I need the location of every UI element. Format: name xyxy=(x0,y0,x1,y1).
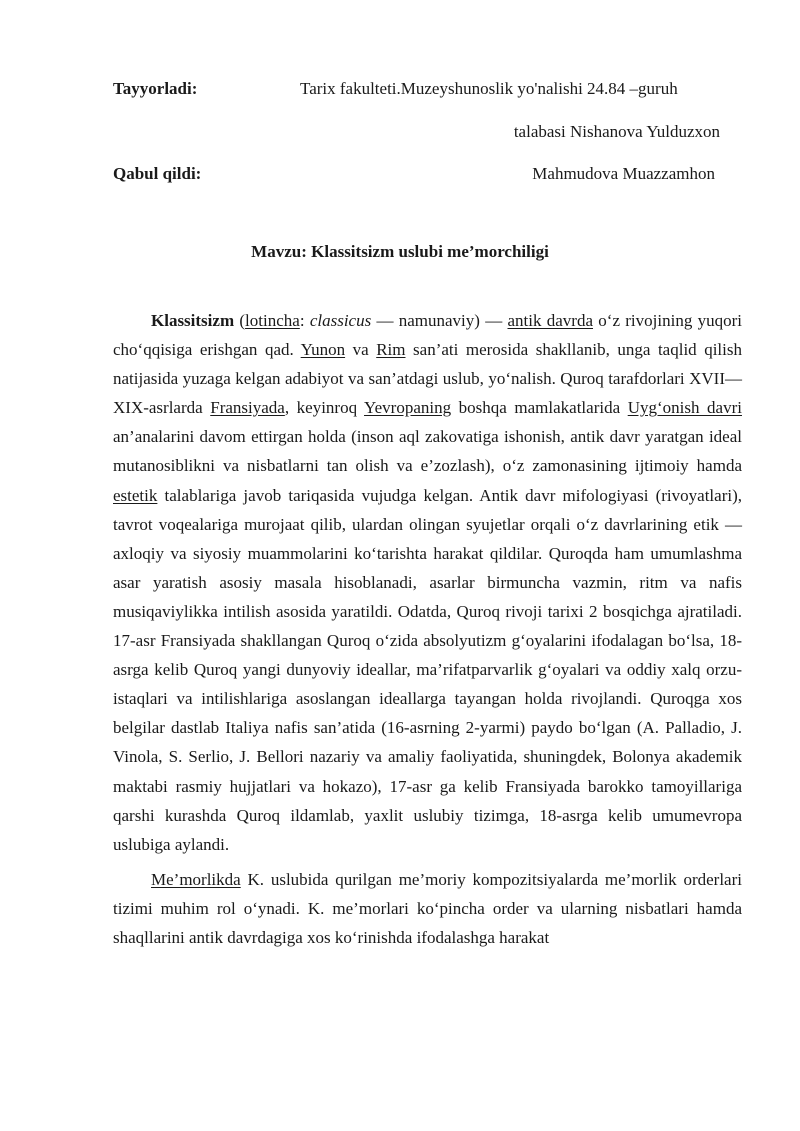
document-body xyxy=(113,306,742,952)
link-antik-davrda[interactable]: antik davrda xyxy=(507,311,594,330)
text-fragment: — namunaviy) — xyxy=(371,311,508,330)
text-fragment: , keyinroq xyxy=(284,398,365,418)
link-memorlikda[interactable]: Me’morlikda xyxy=(151,869,241,889)
prepared-by-line-2: talabasi Nishanova Yulduzxon xyxy=(513,122,720,141)
paragraph-classicism xyxy=(113,306,742,859)
accepted-by-label: Qabul qildi: xyxy=(113,164,202,183)
link-rim[interactable]: Rim xyxy=(376,340,406,360)
link-uygonish-davri[interactable]: Uyg‘onish davri xyxy=(627,398,742,418)
text-fragment: va xyxy=(345,340,377,360)
text-fragment: o‘z rivojining yuqori cho‘qqisiga erishgan qad. xyxy=(113,311,742,360)
prepared-by-label: Tayyorladi: xyxy=(113,79,198,98)
link-estetik[interactable]: estetik xyxy=(113,485,158,505)
text-fragment: ( xyxy=(234,311,246,330)
prepared-by-line-1: Tarix fakulteti.Muzeyshunoslik yo'nalishi 24.84 –guruh xyxy=(300,79,678,98)
text-fragment: K. uslubida qurilgan me’moriy kompozitsiyalarda me’morlik orderlari tizimi muhim rol o‘ynadi. K. me’morlari ko‘pincha order va ularning nisbatlari hamda shaqllarini antik davrdagiga xos ko‘rinishda ifodalashga harakat xyxy=(113,869,742,947)
text-fragment: talablariga javob tariqasida vujudga kelgan. Antik davr mifologiyasi (rivoyatlari), tavrot voqealariga murojaat qilib, ulardan olingan syujetlar orqali o‘z davrlarining etik — axloqiy va siyosiy muammolarini ko‘tarishta harakat qildilar. Quroqda ham umumlashma asar yaratish asosiy masala hisoblanadi, asarlar birmuncha vazmin, ritm va nafis musiqaviylikka intilish asosida yaratildi. Odatda, Quroq rivoji tarixi 2 bosqichga ajratiladi. 17-asr Fransiyada shakllangan Quroq o‘zida absolyutizm g‘oyalarini ifodalagan bo‘lsa, 18-asrga kelib Quroq yangi dunyoviy ideallar, ma’rifatparvarlik g‘oyalari va oddiy xalq orzu-istaqlari va intilishlariga asoslangan ideallarga tayangan holda rivojlandi. Quroqga xos belgilar dastlab Italiya nafis san’atida (16-asrning 2-yarmi) paydo bo‘lgan (A. Palladio, J. Vinola, S. Serlio, J. Bellori nazariy va amaliy faoliyatida, shuningdek, Bolonya akademik maktabi rasmiy hujjatlari va hokazo), 17-asr ga kelib Fransiyada barokko tamoyillariga qarshi kurashda Quroq ildamlab, yaxlit uslubiy tizimga, 18-asrga kelib umumevropa uslubiga aylandi. xyxy=(113,485,742,854)
link-yunon[interactable]: Yunon xyxy=(300,340,346,360)
link-lotincha[interactable]: lotincha xyxy=(245,311,300,330)
link-fransiyada[interactable]: Fransiyada xyxy=(210,398,285,418)
paragraph-architecture xyxy=(113,865,742,952)
accepted-by-name: Mahmudova Muazzamhon xyxy=(532,164,715,183)
text-fragment: san’ati merosida shakllanib, unga taqlid qilish natijasida yuzaga kelgan adabiyot va san’atdagi uslub, yo‘nalish. Quroq tarafdorlari XVII—XIX-asrlarda xyxy=(113,340,742,418)
link-yevropaning[interactable]: Yevropaning xyxy=(364,398,452,418)
text-fragment: : xyxy=(299,311,310,330)
latin-term: classicus xyxy=(309,311,372,330)
text-fragment: boshqa mamlakatlarida xyxy=(451,398,628,418)
document-title: Mavzu: Klassitsizm uslubi me’morchiligi xyxy=(251,242,549,261)
text-fragment: an’analarini davom ettirgan holda (inson aql zakovatiga ishonish, antik davr yaratgan ideal mutanosiblikni va nisbatlarni tan olish va e’zozlash), o‘z zamonasining ijtimoiy hamda xyxy=(113,427,742,476)
term-klassitsizm: Klassitsizm xyxy=(151,311,235,330)
